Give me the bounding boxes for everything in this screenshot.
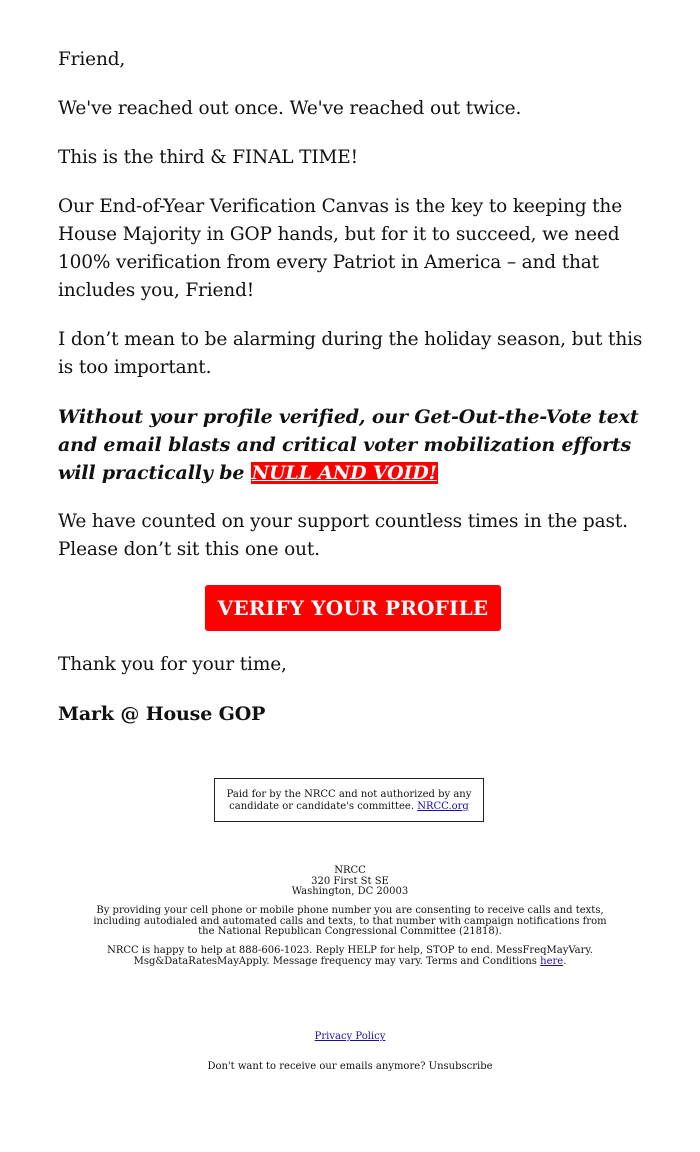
- nrcc-link[interactable]: NRCC.org: [417, 800, 469, 812]
- paragraph-final-time: This is the third & FINAL TIME!: [58, 147, 358, 168]
- footer-help: NRCC is happy to help at 888-606-1023. Reply HELP for help, STOP to end. MessFreqMayVary. Msg&DataRatesMayApply. Message frequency may vary. Terms and Conditions here.: [107, 945, 593, 967]
- footer-consent: By providing your cell phone or mobile phone number you are consenting to receive calls and texts, including autodialed and automated calls and texts, to that number with campaign notifications from the National Republican Congressional Committee (21818).: [93, 905, 607, 937]
- cta-container: [58, 585, 648, 631]
- footer-unsubscribe[interactable]: Don't want to receive our emails anymore? Unsubscribe: [207, 1061, 493, 1072]
- footer-street: 320 First St SE: [311, 875, 389, 887]
- verify-profile-button[interactable]: VERIFY YOUR PROFILE: [205, 585, 501, 631]
- footer-privacy: [90, 1032, 610, 1043]
- footer-city: Washington, DC 20003: [291, 886, 409, 897]
- paid-for-disclaimer: [214, 778, 484, 822]
- greeting: Friend,: [58, 49, 126, 70]
- disclaimer-text: Paid for by the NRCC and not authorized by any candidate or candidate's committee.: [226, 789, 472, 812]
- paragraph-holiday: I don’t mean to be alarming during the holiday season, but this is too important.: [58, 329, 643, 378]
- null-and-void-highlight: NULL AND VOID!: [251, 462, 437, 484]
- closing-line: Thank you for your time,: [58, 654, 287, 675]
- privacy-policy-link[interactable]: Privacy Policy: [314, 1031, 386, 1042]
- email-body: [58, 46, 648, 749]
- terms-link[interactable]: here: [540, 955, 564, 967]
- warning-text: Without your profile verified, our Get-Out-the-Vote text and email blasts and critical voter mobilization efforts will practically be: [58, 406, 639, 484]
- paragraph-support: We have counted on your support countless times in the past. Please don’t sit this one out.: [58, 511, 628, 560]
- signature: Mark @ House GOP: [58, 703, 266, 725]
- footer-help-text: NRCC is happy to help at 888-606-1023. Reply HELP for help, STOP to end. MessFreqMayVary. Msg&DataRatesMayApply. Message frequency may vary. Terms and Conditions: [107, 945, 593, 967]
- paragraph-reached-out: We've reached out once. We've reached out twice.: [58, 98, 522, 119]
- paragraph-warning: [58, 403, 648, 487]
- paragraph-verification-canvas: Our End-of-Year Verification Canvas is the key to keeping the House Majority in GOP hands, but for it to succeed, we need 100% verification from every Patriot in America – and that includes you, Friend!: [58, 196, 622, 301]
- footer-org: NRCC: [334, 865, 366, 876]
- footer-address: [90, 866, 610, 898]
